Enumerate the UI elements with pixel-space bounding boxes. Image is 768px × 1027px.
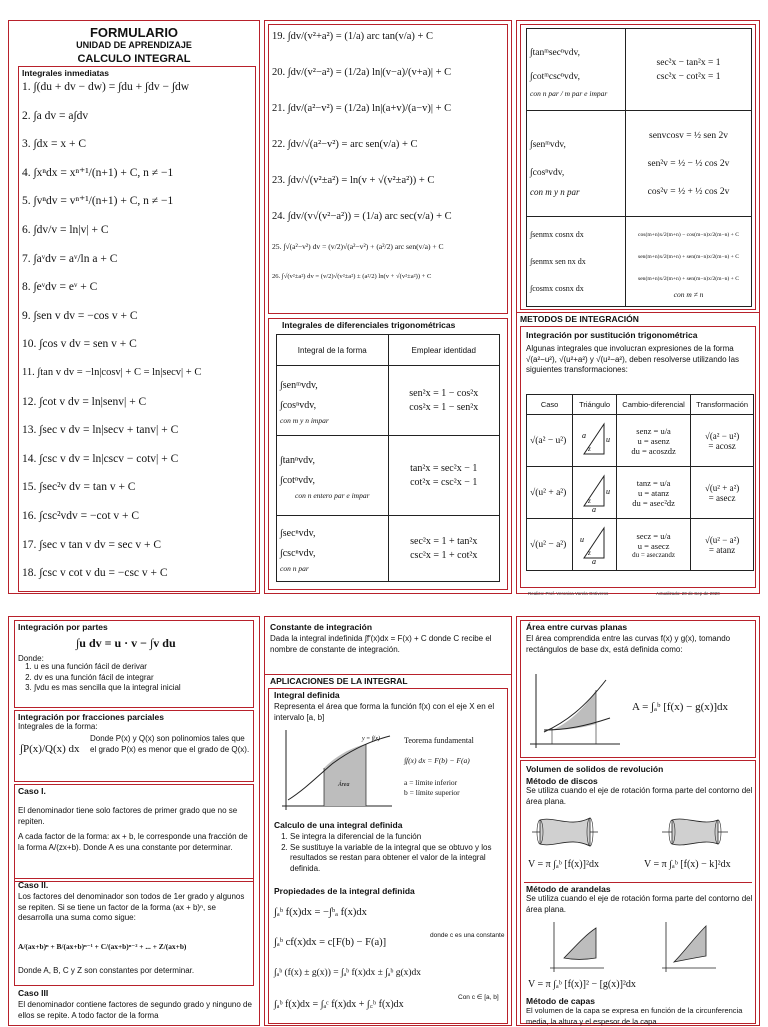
- trig-row-2-form: [277, 436, 389, 516]
- parts-formula: ∫u dv = u · v − ∫v du: [76, 636, 176, 650]
- right-row-2-note: con m y n par: [530, 186, 580, 197]
- disc-title: Método de discos: [526, 776, 598, 786]
- graph-area-label: Área: [338, 782, 350, 788]
- subst-row-1-change: [616, 415, 690, 467]
- trig-row-2-id-a: tan²x = sec²x − 1: [410, 462, 478, 474]
- calc-title: Calculo de una integral definida: [274, 820, 403, 830]
- formula-18: 18. ∫csc v cot v du = −csc v + C: [22, 567, 168, 580]
- formula-4: 4. ∫xⁿdx = xⁿ⁺¹/(n+1) + C, n ≠ −1: [22, 166, 174, 179]
- disc-graph-right: [660, 810, 730, 852]
- credit-author: Realizo: Prof. Veronica Varela Ontiveros: [528, 591, 609, 596]
- formula-15: 15. ∫sec²v dv = tan v + C: [22, 481, 136, 494]
- formulas-19-26: [272, 30, 508, 300]
- definite-title: Integral definida: [274, 690, 340, 700]
- parts-title: Integración por partes: [18, 622, 108, 632]
- right-row-3-form-c: ∫cosmx cosnx dx: [530, 284, 584, 293]
- triangle-icon: [578, 420, 612, 460]
- limit-a: a = límite inferior: [404, 778, 458, 787]
- bottom-sheet: [6, 614, 762, 1024]
- formula-26: 26. ∫√(v²±a²) dv = (v/2)√(v²±a²) ± (a²/2) ln(v + √(v²±a²)) + C: [272, 273, 432, 280]
- applications-divider: [264, 674, 512, 675]
- trig-row-1-id-b: cos²x = 1 − sen²x: [409, 401, 479, 413]
- washer-formula: V = π ∫ₐᵇ [f(x)]² − [g(x)]²dx: [528, 979, 636, 990]
- theorem-formula: ∫f(x) dx = F(b) − F(a): [404, 756, 470, 765]
- disc-formula-1: V = π ∫ₐᵇ [f(x)]²dx: [528, 859, 599, 870]
- right-row-2-form-a: ∫senᵐvdv,: [530, 139, 566, 150]
- trig-row-3-id-b: csc²x = 1 + cot²x: [410, 549, 478, 561]
- tri-3-hyp: u: [579, 534, 584, 544]
- formula-24: 24. ∫dv/(v√(v²−a²)) = (1/a) arc sec(v/a) + C: [272, 211, 452, 222]
- trig-diff-table: [276, 334, 500, 582]
- prop-4-note: Con c ∈ [a, b]: [458, 994, 499, 1001]
- prop-4: ∫ₐᵇ f(x)dx = ∫ₐᶜ f(x)dx + ∫꜀ᵇ f(x)dx: [274, 999, 404, 1010]
- washer-text: Se utiliza cuando el eje de rotación forma parte del contorno del área plana.: [526, 894, 753, 914]
- case3-title: Caso III: [18, 988, 49, 998]
- right-row-2-identity: [626, 111, 752, 217]
- right-row-2-id-b: sen²v = ½ − ½ cos 2v: [647, 158, 730, 169]
- prop-1: ∫ₐᵇ f(x)dx = −∫ᵇₐ f(x)dx: [274, 907, 367, 918]
- case2-formula: A/(ax+b)ⁿ + B/(ax+b)ⁿ⁻¹ + C/(ax+b)ⁿ⁻² + ... + Z/(ax+b): [18, 942, 187, 951]
- formula-5: 5. ∫vⁿdv = vⁿ⁺¹/(n+1) + C, n ≠ −1: [22, 195, 174, 208]
- right-row-1-form-a: ∫tanᵐsecⁿvdv,: [530, 48, 580, 58]
- area-between-graph: [526, 672, 622, 752]
- subst-row-3-change-a: secz = u/a: [636, 530, 671, 541]
- definite-text: Representa el área que forma la función f(x) con el eje X en el intervalo [a, b]: [274, 702, 495, 722]
- subst-title: Integración por sustitución trigonométrica: [526, 330, 698, 340]
- applications-title: APLICACIONES DE LA INTEGRAL: [270, 676, 408, 686]
- formula-13: 13. ∫sec v dv = ln|secv + tanv| + C: [22, 424, 179, 437]
- formula-19: 19. ∫dv/(v²+a²) = (1/a) arc tan(v/a) + C: [272, 31, 434, 42]
- disc-graph-left: [530, 810, 600, 852]
- formula-14: 14. ∫csc v dv = ln|cscv − cotv| + C: [22, 452, 179, 465]
- tri-2-angle: z: [587, 496, 591, 505]
- constant-title: Constante de integración: [270, 622, 373, 632]
- trig-row-2-form-b: ∫cotⁿvdv,: [280, 475, 315, 486]
- trig-row-1-form-b: ∫cosⁿvdv,: [280, 400, 317, 411]
- immediate-title: Integrales inmediatas: [22, 68, 109, 78]
- right-row-3-form-a: ∫senmx cosnx dx: [530, 230, 584, 239]
- formula-9: 9. ∫sen v dv = −cos v + C: [22, 309, 138, 322]
- tri-3-base: a: [591, 556, 596, 564]
- trig-row-3-form-b: ∫cscⁿvdv,: [280, 548, 316, 559]
- formula-2: 2. ∫a dv = a∫dv: [22, 109, 89, 122]
- right-row-2-id-c: cos²v = ½ + ½ cos 2v: [647, 186, 730, 197]
- case2-title: Caso II.: [18, 880, 49, 890]
- trig-diff-title: Integrales de diferenciales trigonométricas: [282, 320, 456, 330]
- trig-row-2-identity: [388, 436, 500, 516]
- subst-row-2-transform-b: = asecz: [708, 492, 736, 503]
- partial-title: Integración por fracciones parciales: [18, 712, 164, 722]
- tri-2-base: a: [591, 504, 596, 512]
- subst-row-3-transform-a: √(u² − a²): [704, 534, 740, 545]
- header-title: FORMULARIO: [89, 25, 179, 40]
- formula-17: 17. ∫sec v tan v dv = sec v + C: [22, 538, 162, 551]
- trig-header-identity: Emplear identidad: [388, 335, 500, 366]
- right-row-2-form: [527, 111, 626, 217]
- right-row-3-id-a: cos(m+n)x/2(m+n) − cos(m−n)x/2(m−n) + C: [638, 232, 739, 238]
- header-unit: UNIDAD DE APRENDIZAJE: [76, 40, 192, 50]
- subst-row-3-triangle: [573, 519, 617, 571]
- subst-row-2-triangle: [573, 467, 617, 519]
- case2-text1: Los factores del denominador son todos de 1er grado y algunos se repiten. Si se tiene un factor de la forma (ax + b)ⁿ, se desarrolla una suma como sigue:: [18, 892, 245, 922]
- subst-header-triangle: Triángulo: [573, 395, 617, 415]
- subst-row-1-change-a: senz = u/a: [636, 425, 671, 436]
- trig-row-1-note: con m y n impar: [280, 416, 329, 425]
- subst-row-1-change-c: du = acoszdz: [631, 445, 676, 456]
- subst-row-2-change-b: u = atanz: [637, 487, 670, 498]
- case3-text: El denominador contiene factores de segundo grado y ninguno de ellos se repite. A todo factor de la forma: [18, 1000, 252, 1020]
- trig-header-form: Integral de la forma: [277, 335, 389, 366]
- subst-row-2-change-a: tanz = u/a: [636, 477, 671, 488]
- tri-3-angle: z: [587, 548, 591, 557]
- formula-12: 12. ∫cot v dv = ln|senv| + C: [22, 395, 147, 408]
- subst-row-2-transform: [691, 467, 754, 519]
- subst-row-1-triangle: [573, 415, 617, 467]
- trig-row-2-id-b: cot²x = csc²x − 1: [410, 476, 478, 488]
- parts-item-3: 3. ∫vdu es mas sencilla que la integral inicial: [34, 683, 248, 694]
- parts-where: Donde:: [18, 654, 44, 663]
- subst-header-transform: Transformación: [691, 395, 754, 415]
- formula-6: 6. ∫dv/v = ln|v| + C: [22, 223, 109, 236]
- washer-graph-right: [658, 918, 718, 974]
- subst-row-2-change: [616, 467, 690, 519]
- partial-formula: ∫P(x)/Q(x) dx: [20, 743, 80, 755]
- right-row-3-identity: [626, 217, 752, 307]
- area-between-title: Área entre curvas planas: [526, 622, 628, 632]
- partial-subtitle: Integrales de la forma:: [18, 722, 98, 731]
- limit-b: b = límite superior: [404, 788, 460, 797]
- right-row-1-identity: [626, 29, 752, 111]
- trig-row-1-form: [277, 366, 389, 436]
- trig-row-3-form: [277, 516, 389, 582]
- right-row-3-id-b: sen(m+n)x/2(m+n) + sen(m−n)x/2(m−n) + C: [638, 254, 739, 260]
- formula-11: 11. ∫tan v dv = −ln|cosv| + C = ln|secv| + C: [22, 366, 202, 378]
- formula-22: 22. ∫dv/√(a²−v²) = arc sen(v/a) + C: [272, 139, 418, 150]
- methods-title: METODOS DE INTEGRACIÓN: [520, 314, 639, 324]
- volume-title: Volumen de solidos de revolución: [526, 764, 664, 774]
- formula-16: 16. ∫csc²vdv = −cot v + C: [22, 509, 140, 522]
- subst-table: [526, 394, 754, 571]
- subst-header-change: Cambio-diferencial: [616, 395, 690, 415]
- trig-row-3-note: con n par: [280, 564, 309, 573]
- formula-23: 23. ∫dv/√(v²±a²) = ln(v + √(v²±a²)) + C: [272, 175, 435, 186]
- parts-item-1: 1. u es una función fácil de derivar: [34, 662, 248, 673]
- subst-row-2-case: √(u² + a²): [527, 467, 573, 519]
- formula-10: 10. ∫cos v dv = sen v + C: [22, 338, 137, 351]
- right-row-3-note: con m ≠ n: [673, 290, 704, 299]
- tri-1-angle: z: [587, 444, 591, 453]
- subst-row-1-case: √(a² − u²): [527, 415, 573, 467]
- case1-title: Caso I.: [18, 786, 46, 796]
- props-title: Propiedades de la integral definida: [274, 886, 415, 896]
- right-row-1-id-b: csc²x − cot²x = 1: [656, 71, 721, 82]
- tri-1-side: u: [605, 434, 610, 444]
- disc-text: Se utiliza cuando el eje de rotación forma parte del contorno del área plana.: [526, 786, 753, 806]
- subst-row-3-case: √(u² − a²): [527, 519, 573, 571]
- case2-text2: Donde A, B, C y Z son constantes por determinar.: [18, 966, 195, 975]
- right-row-3-form: [527, 217, 626, 307]
- formula-20: 20. ∫dv/(v²−a²) = (1/2a) ln|(v−a)/(v+a)| + C: [272, 67, 452, 78]
- trig-row-2-form-a: ∫tanⁿvdv,: [280, 455, 315, 466]
- area-between-formula: A = ∫ₐᵇ [f(x) − g(x)]dx: [632, 701, 729, 713]
- subst-row-2-change-c: du = asec²dz: [632, 497, 675, 508]
- prop-3: ∫ₐᵇ (f(x) ± g(x)) = ∫ₐᵇ f(x)dx ± ∫ₐᵇ g(x)dx: [274, 968, 422, 978]
- right-row-3-form-b: ∫senmx sen nx dx: [530, 257, 586, 266]
- shell-title: Método de capas: [526, 996, 595, 1006]
- trig-row-1-identity: [388, 366, 500, 436]
- trig-row-1-id-a: sen²x = 1 − cos²x: [409, 387, 479, 399]
- subst-row-2-transform-a: √(u² + a²): [704, 482, 740, 493]
- subst-row-3-transform: [691, 519, 754, 571]
- triangle-icon: [578, 472, 612, 512]
- trig-row-3-identity: [388, 516, 500, 582]
- formula-1: 1. ∫(du + dv − dw) = ∫du + ∫dv − ∫dw: [22, 81, 190, 93]
- subst-row-1-change-b: u = asenz: [637, 435, 670, 446]
- tri-1-hyp: a: [581, 430, 586, 440]
- constant-text: Dada la integral indefinida ∫f′(x)dx = F(x) + C donde C recibe el nombre de constante de integración.: [270, 634, 492, 654]
- methods-divider: [516, 312, 760, 313]
- parts-list: [18, 662, 248, 694]
- case1-text2: A cada factor de la forma: ax + b, le corresponde una fracción de la forma A/(zx+b). Donde A es una constante por determinar.: [18, 832, 248, 852]
- formula-8: 8. ∫eᵛdv = eᵛ + C: [22, 281, 98, 294]
- washer-graph-left: [546, 918, 606, 974]
- subst-header-case: Caso: [527, 395, 573, 415]
- subst-row-3-transform-b: = atanz: [708, 544, 736, 555]
- right-row-1-form-b: ∫cotᵐcscⁿvdv,: [530, 72, 580, 82]
- calc-step-2: 2. Se sustituye la variable de la integral que se obtuvo y los resultados se restan para obtener el valor de la integral definida.: [290, 843, 504, 875]
- subst-row-1-transform-b: = acosz: [708, 440, 736, 451]
- subst-row-3-change-c: du = aseczandz: [632, 550, 675, 559]
- subst-row-3-change: [616, 519, 690, 571]
- right-row-3-id-c: sen(m+n)x/2(m+n) + sen(m−n)x/2(m−n) + C: [638, 276, 739, 282]
- trig-row-2-note: con n entero par e impar: [294, 491, 370, 500]
- credit-date: Actualizado: 20 de Sep de 2020: [656, 591, 720, 596]
- triangle-icon: [578, 524, 612, 564]
- washer-divider: [524, 882, 752, 883]
- immediate-list: [22, 80, 254, 595]
- trig-row-1-form-a: ∫senᵐvdv,: [280, 380, 318, 391]
- shell-text: El volumen de la capa se expresa en función de la circunferencia media, la altura y el espesor de la capa: [526, 1006, 743, 1026]
- disc-formula-2: V = π ∫ₐᵇ [f(x) − k]²dx: [644, 859, 731, 870]
- calc-list: [274, 832, 504, 874]
- formula-3: 3. ∫dx = x + C: [22, 138, 87, 151]
- area-between-text: El área comprendida entre las curvas f(x) y g(x), tomando rectángulos de base dx, está definida como:: [526, 634, 731, 654]
- right-row-1-id-a: sec²x − tan²x = 1: [656, 57, 721, 68]
- header-course: CALCULO INTEGRAL: [77, 53, 191, 65]
- washer-title: Método de arandelas: [526, 884, 611, 894]
- formula-21: 21. ∫dv/(a²−v²) = (1/2a) ln|(a+v)/(a−v)| + C: [272, 103, 452, 114]
- parts-item-2: 2. dv es una función fácil de integrar: [34, 673, 248, 684]
- right-row-1-note: con n par / m par e impar: [530, 89, 608, 98]
- formula-7: 7. ∫aᵛdv = aᵛ/ln a + C: [22, 252, 118, 265]
- right-row-1-form: [527, 29, 626, 111]
- right-row-2-form-b: ∫cosⁿvdv,: [530, 167, 565, 178]
- top-sheet: [6, 16, 762, 596]
- right-table: [526, 28, 752, 307]
- theorem-title: Teorema fundamental: [404, 736, 474, 745]
- formula-25: 25. ∫√(a²−v²) dv = (v/2)√(a²−v²) + (a²/2) arc sen(v/a) + C: [272, 242, 444, 251]
- trig-row-3-id-a: sec²x = 1 + tan²x: [410, 535, 478, 547]
- prop-2-note: donde c es una constante: [430, 932, 505, 939]
- subst-row-1-transform: [691, 415, 754, 467]
- partial-text: Donde P(x) y Q(x) son polinomios tales que el grado P(x) es menor que el grado de Q(x).: [90, 734, 250, 754]
- case1-text1: El denominador tiene solo factores de primer grado que no se repiten.: [18, 806, 238, 826]
- trig-row-3-form-a: ∫secⁿvdv,: [280, 528, 316, 539]
- subst-row-1-transform-a: √(a² − u²): [704, 430, 740, 441]
- prop-2: ∫ₐᵇ cf(x)dx = c[F(b) − F(a)]: [274, 937, 387, 948]
- definite-integral-graph: [274, 726, 394, 812]
- right-row-2-id-a: senvcosv = ½ sen 2v: [649, 130, 728, 141]
- calc-step-1: 1. Se integra la diferencial de la función: [290, 832, 504, 843]
- tri-2-side: u: [605, 486, 610, 496]
- graph-curve-label: y = f(x): [362, 736, 381, 742]
- subst-text: Algunas integrales que involucran expresiones de la forma √(a²−u²), √(u²+a²) y √(u²−a²), deben resolverse utilizando las siguientes transformaciones:: [526, 344, 740, 374]
- subst-row-3-change-b: u = asecz: [637, 540, 670, 551]
